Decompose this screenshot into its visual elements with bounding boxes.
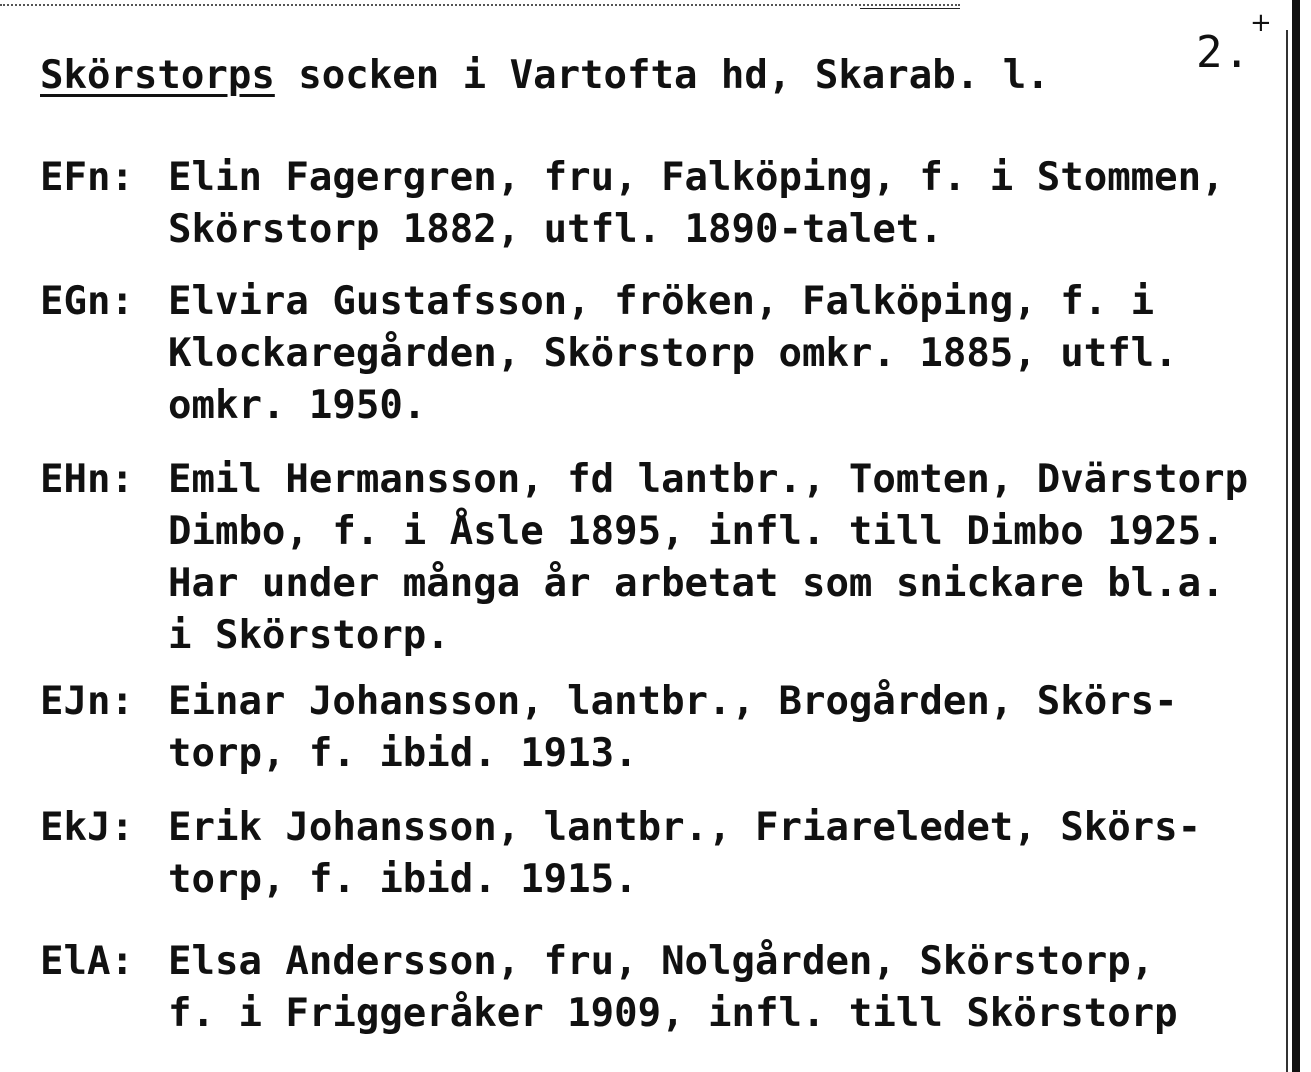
card-heading: [40, 50, 1050, 102]
entry-line: torp, f. ibid. 1913.: [168, 731, 638, 776]
entry-line: omkr. 1950.: [168, 383, 427, 428]
entry-line: Dimbo, f. i Åsle 1895, infl. till Dimbo 1925.: [168, 509, 1225, 554]
corner-mark: +: [1250, 8, 1272, 38]
entry-line: Skörstorp 1882, utfl. 1890-talet.: [168, 207, 943, 252]
entry-line: torp, f. ibid. 1915.: [168, 857, 638, 902]
informant-text: [168, 276, 1298, 432]
entry-line: Einar Johansson, lantbr., Brogården, Skörs-: [168, 679, 1178, 724]
informant-text: [168, 676, 1298, 780]
scan-edge-mark: [860, 8, 960, 9]
entry-line: i Skörstorp.: [168, 613, 450, 658]
entry-line: Har under många år arbetat som snickare bl.a.: [168, 561, 1225, 606]
informant-code: ElA:: [40, 939, 134, 984]
entry-line: Elvira Gustafsson, fröken, Falköping, f. i: [168, 279, 1155, 324]
informant-text: [168, 936, 1298, 1040]
informant-text: [168, 454, 1298, 662]
informant-code: EFn:: [40, 155, 134, 200]
entry-line: Klockaregården, Skörstorp omkr. 1885, utfl.: [168, 331, 1178, 376]
entry-line: Erik Johansson, lantbr., Friareledet, Skörs-: [168, 805, 1202, 850]
informant-code: EHn:: [40, 457, 134, 502]
entry-line: Elin Fagergren, fru, Falköping, f. i Stommen,: [168, 155, 1225, 200]
entry-line: f. i Friggeråker 1909, infl. till Skörstorp: [168, 991, 1178, 1036]
informant-code: EGn:: [40, 279, 134, 324]
entry-line: Emil Hermansson, fd lantbr., Tomten, Dvärstorp: [168, 457, 1249, 502]
informant-code: EkJ:: [40, 805, 134, 850]
page-number: 2.: [1196, 27, 1251, 78]
informant-text: [168, 802, 1298, 906]
informant-code: EJn:: [40, 679, 134, 724]
entry-line: Elsa Andersson, fru, Nolgården, Skörstorp,: [168, 939, 1155, 984]
heading-place: Skörstorps: [40, 53, 275, 98]
heading-rest: socken i Vartofta hd, Skarab. l.: [274, 53, 1050, 98]
scan-edge-top: [0, 4, 960, 6]
informant-text: [168, 152, 1298, 256]
